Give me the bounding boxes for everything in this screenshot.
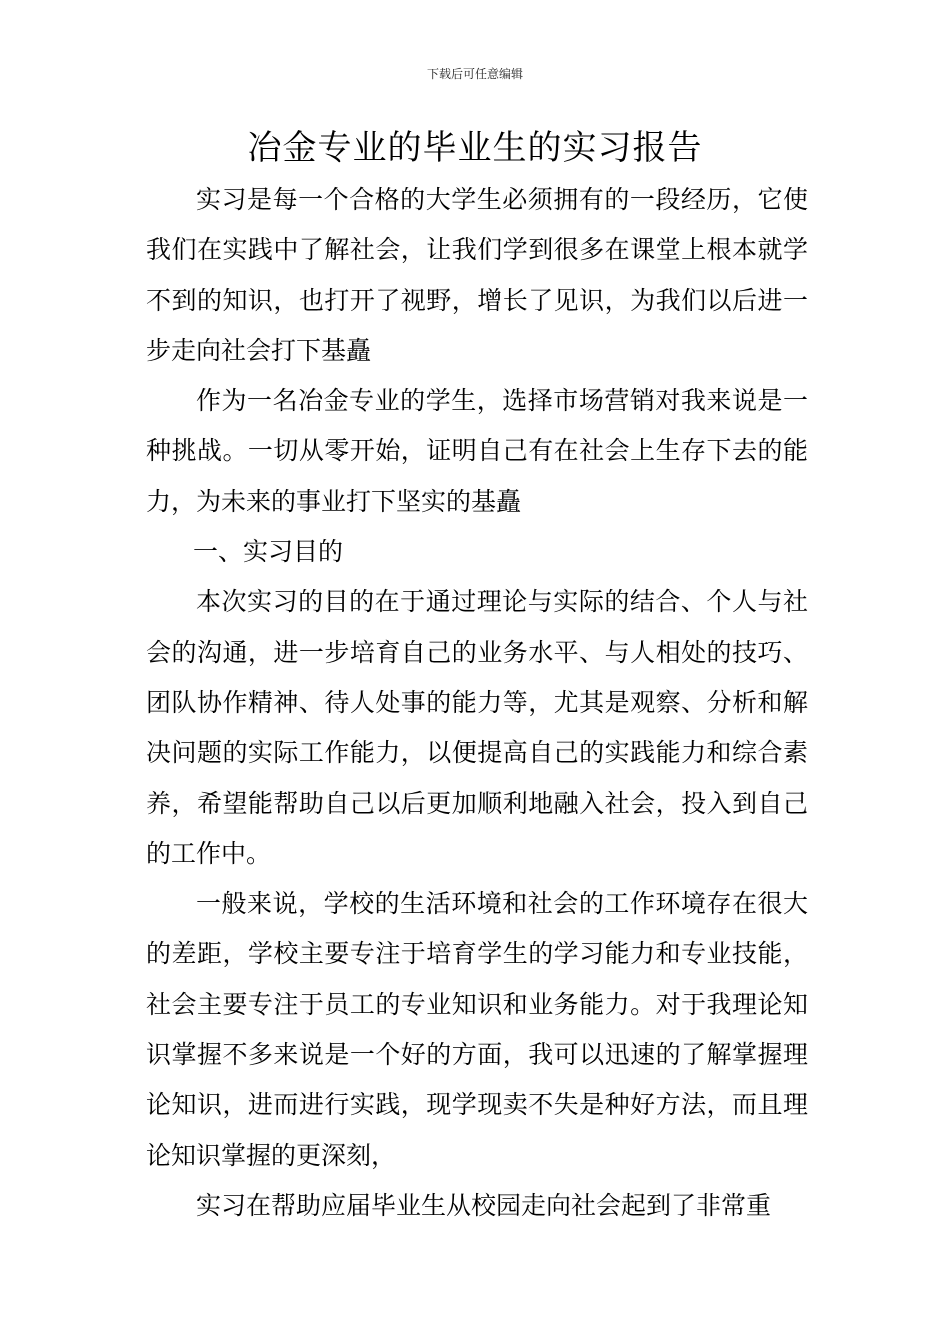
paragraph-environment: 一般来说，学校的生活环境和社会的工作环境存在很大的差距，学校主要专注于培育学生的学习能力和专业技能，社会主要专注于员工的专业知识和业务能力。对于我理论知识掌握不多来说是一个好的方面，我可以迅速的了解掌握理论知识，进而进行实践，现学现卖不失是种好方法，而且理论知识掌握的更深刻，	[146, 889, 808, 1170]
paragraph-challenge: 作为一名冶金专业的学生，选择市场营销对我来说是一种挑战。一切从零开始，证明自己有在社会上生存下去的能力，为未来的事业打下坚实的基矗	[146, 386, 808, 516]
section-heading: 一、实习目的	[193, 537, 344, 567]
paragraph-continued: 实习在帮助应届毕业生从校园走向社会起到了非常重	[196, 1190, 772, 1220]
document-title: 冶金专业的毕业生的实习报告	[247, 128, 703, 168]
document-body	[146, 175, 808, 1231]
page-header-note: 下载后可任意编辑	[426, 67, 523, 81]
paragraph-intro: 实习是每一个合格的大学生必须拥有的一段经历，它使我们在实践中了解社会，让我们学到很多在课堂上根本就学不到的知识，也打开了视野，增长了见识，为我们以后进一步走向社会打下基矗	[146, 185, 808, 365]
paragraph-purpose: 本次实习的目的在于通过理论与实际的结合、个人与社会的沟通，进一步培育自己的业务水平、与人相处的技巧、团队协作精神、待人处事的能力等，尤其是观察、分析和解决问题的实际工作能力，以便提高自己的实践能力和综合素养，希望能帮助自己以后更加顺利地融入社会，投入到自己的工作中。	[146, 587, 808, 868]
